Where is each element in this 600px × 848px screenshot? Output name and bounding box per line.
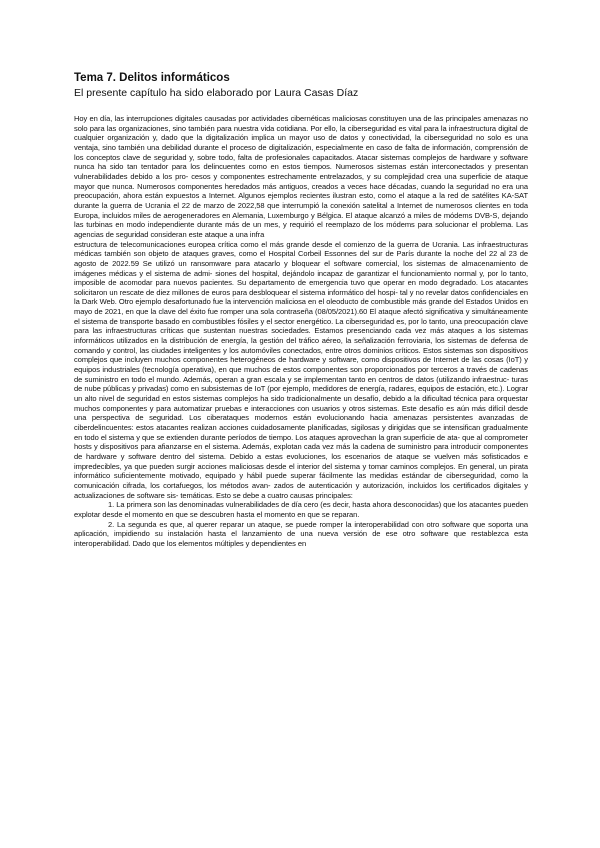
list-item-2: 2. La segunda es que, al querer reparar un ataque, se puede romper la interoperabilidad con otro software que soporta una aplicación, impidiendo su instalación hasta el lanzamiento de una nueva versión de ese otro software que restablezca esta interoperabilidad. Dado que los elementos múltiples y dependientes en xyxy=(74,519,528,548)
chapter-author-line: El presente capítulo ha sido elaborado por Laura Casas Díaz xyxy=(74,87,359,99)
chapter-title: Tema 7. Delitos informáticos xyxy=(74,72,230,84)
body-paragraph-2: estructura de telecomunicaciones europea crítica como el más grande desde el comienzo de la guerra de Ucrania. Las infraestructuras médicas también son objeto de ataques graves, como el Hospital Corbeil Essonnes del sur de París durante la noche del 22 al 23 de agosto de 2022.59 Se utilizó un ransomware para atacarlo y bloquear el software comercial, los sistemas de almacenamiento de imágenes médicas y el sistema de admi- siones del hospital, dejándolo incapaz de garantizar el funcionamiento normal y, por lo tanto, imposible de acomodar para nuevos pacientes. Su departamento de emergencia tuvo que operar en modo degradado. Los atacantes solicitaron un rescate de diez millones de euros para desbloquear el sistema informático del hospi- tal y no revelar datos confidenciales en la Dark Web. Otro ejemplo desafortunado fue la intervención maliciosa en el oleoducto de combustible más grande del Estados Unidos en mayo de 2021, en que la clave del éxito fue romper una sola contraseña (08/05/2021).60 El ataque afectó significativa y simultáneamente el sistema de transporte basado en combustibles fósiles y el sector energético. La ciberseguridad es, por lo tanto, una preocupación clave para las infraestructuras críticas que sustentan nuestras sociedades. Estamos presenciando cada vez más ataques a los sistemas informáticos utilizados en la distribución de energía, la gestión del tráfico aéreo, la señalización ferroviaria, los sistemas de defensa de comando y control, las ciudades inteligentes y los automóviles conectados, entre otros dominios críticos. Estos sistemas son dispositivos complejos que incluyen muchos componentes heterogéneos de hardware y software, como dispositivos de Internet de las cosas (IoT) y equipos industriales (tecnología operativa), en que muchos de estos componentes son proporcionados por terceros a través de cadenas de suministro en todo el mundo. Además, operan a gran escala y se implementan tanto en centros de datos (utilizando infraestruc- turas de nube públicas y privadas) como en subsistemas de IoT (por ejemplo, medidores de energía, radares, equipos de estación, etc.). Lograr un alto nivel de seguridad en estos sistemas complejos ha sido tradicionalmente un desafío, debido a la dificultad técnica para orquestar muchos componentes y para automatizar pruebas e interacciones con usuarios y otros sistemas. Este desafío es aún más difícil desde una perspectiva de seguridad. Los ciberataques modernos están evolucionando hacia amenazas persistentes avanzadas de ciberdelincuentes: estos atacantes realizan acciones cuidadosamente planificadas, sigilosas y dirigidas que se intensifican gradualmente en todo el sistema y que se extienden durante períodos de tiempo. Los ataques aprovechan la gran superficie de ata- que al comprometer hosts y dispositivos para afianzarse en el sistema. Además, explotan cada vez más la cadena de suministro para introducir componentes de hardware y software dentro del sistema. Debido a estas evoluciones, los escenarios de ataque se vuelven más sofisticados e impredecibles, ya que pueden surgir acciones maliciosas desde el interior del sistema y tomar caminos complejos. En general, un pirata informático suficientemente motivado, equipado y hábil puede superar fácilmente las medidas estándar de ciberseguridad, como la comunicación cifrada, los cortafuegos, los métodos avan- zados de autenticación y autorización, incluidos los certificados digitales y actualizaciones de software sis- temáticas. Esto se debe a cuatro causas principales: xyxy=(74,239,528,500)
body-paragraph-1: Hoy en día, las interrupciones digitales causadas por actividades cibernéticas maliciosas constituyen una de las principales amenazas no solo para las organizaciones, sino también para nuestra vida cotidiana. Por ello, la ciberseguridad es vital para la infraestructura digital de cualquier organización y, dado que la digitalización implica un mayor uso de datos y conectividad, la ciberseguridad no solo es una ventaja, sino también una debilidad durante el proceso de digitalización, especialmente en caso de falta de información, comprensión de los conceptos clave de seguridad y, sobre todo, falta de profesionales capacitados. Atacar sistemas complejos de hardware y software nunca ha sido tan tentador para los delincuentes como en estos tiempos. Numerosos sistemas están interconectados y presentan vulnerabilidades debido a los pro- cesos y componentes estrechamente entrelazados, y su complejidad crea una superficie de ataque mayor que nunca. Numerosos componentes heredados más antiguos, creados a veces hace décadas, cuando la seguridad no era una preocupación, ahora están expuestos a Internet. Algunos ejemplos recientes ilustran esto, como el ataque a la red de satélites KA-SAT durante la guerra de Ucrania el 22 de marzo de 2022,58 que interrumpió la conexión satelital a Internet de numerosos clientes en toda Europa, incluidos miles de aerogeneradores en Alemania, Luxemburgo y Bélgica. El ataque alcanzó a miles de módems DVB-S, dejando las turbinas en modo independiente durante más de un mes, y requirió el reemplazo de los módems para solucionar el problema. Las agencias de seguridad consideran este ataque a una infra xyxy=(74,114,528,239)
list-item-1: 1. La primera son las denominadas vulnerabilidades de día cero (es decir, hasta ahora desconocidas) que los atacantes pueden explotar desde el momento en que se descubren hasta el momento en que se reparan. xyxy=(74,500,528,519)
document-body xyxy=(74,114,528,549)
